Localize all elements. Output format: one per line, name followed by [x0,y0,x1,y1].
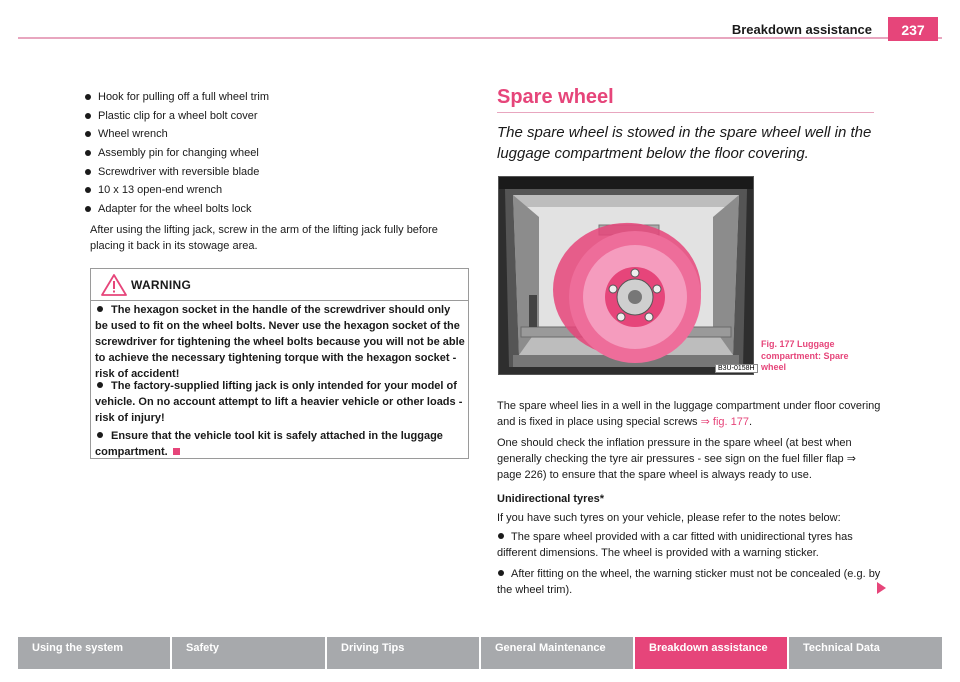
tab-safety[interactable]: Safety [172,637,327,669]
tool-list [84,89,469,220]
paragraph-text: The spare wheel lies in a well in the luggage compartment under floor covering and is fixed in place using special screws [497,400,881,428]
bullet-icon [97,306,103,312]
paragraph-end: . [748,416,753,428]
page-number: 237 [888,17,938,41]
tab-breakdown-assistance[interactable]: Breakdown assistance [635,637,789,669]
list-item: Adapter for the wheel bolts lock [84,201,469,220]
list-item: Hook for pulling off a full wheel trim [84,89,469,108]
section-title: Spare wheel [497,86,614,108]
bullet-icon [97,432,103,438]
bullet-icon [498,570,504,576]
figure-code: B3U-0158H [715,364,758,373]
figure-caption: Fig. 177 Luggage compartment: Spare wheel [761,339,849,372]
paragraph-location [497,398,881,430]
warning-item-text: The hexagon socket in the handle of the screwdriver should only be used to fit on the wheel bolts. Never use the hexagon socket of the screwdriver for tightening the wheel bolts because you will not be able to achieve the necessary tightening torque with the hexagon socket - risk of accident! [95,304,465,380]
warning-item [95,428,465,460]
tab-using-the-system[interactable]: Using the system [18,637,172,669]
next-page-arrow-icon[interactable] [877,582,886,594]
after-use-paragraph: After using the lifting jack, screw in the arm of the lifting jack fully before placing it back in its stowage area. [90,224,438,252]
luggage-compartment-figure [498,176,754,375]
list-item: Screwdriver with reversible blade [84,164,469,183]
warning-title: WARNING [131,278,192,292]
end-of-section-icon [173,448,180,455]
list-item: Assembly pin for changing wheel [84,145,469,164]
warning-triangle-icon [101,274,127,296]
subheading: Unidirectional tyres* [497,493,604,505]
note-bullet [497,566,881,598]
bullet-icon [498,533,504,539]
warning-item-text: Ensure that the vehicle tool kit is safely attached in the luggage compartment. [95,430,443,458]
list-item: Plastic clip for a wheel bolt cover [84,108,469,127]
chapter-title: Breakdown assistance [731,22,872,37]
bullet-icon [97,382,103,388]
tab-general-maintenance[interactable]: General Maintenance [481,637,635,669]
footer-nav [18,637,942,669]
note-text: The spare wheel provided with a car fitted with unidirectional tyres has different dimensions. The wheel is provided with a warning sticker. [497,531,853,559]
list-item: 10 x 13 open-end wrench [84,182,469,201]
paragraph-pressure: One should check the inflation pressure in the spare wheel (at best when generally checking the tyre air pressures - see sign on the fuel filler flap ⇒ page 226) to ensure that the spare wheel is always ready to use. [497,437,856,481]
list-item: Wheel wrench [84,126,469,145]
warning-box [90,268,469,459]
note-bullet [497,529,881,561]
warning-item [95,302,465,382]
warning-item-text: The factory-supplied lifting jack is only intended for your model of vehicle. On no account attempt to lift a heavier vehicle or other loads - risk of injury! [95,380,463,424]
figure-reference-link[interactable]: ⇒ fig. 177 [700,416,749,428]
tab-technical-data[interactable]: Technical Data [803,642,880,654]
spare-wheel-illustration [499,177,753,374]
note-text: After fitting on the wheel, the warning sticker must not be concealed (e.g. by the wheel trim). [497,568,881,596]
section-intro: The spare wheel is stowed in the spare wheel well in the luggage compartment below the floor covering. [497,124,872,162]
warning-header [91,269,468,301]
tab-driving-tips[interactable]: Driving Tips [327,637,481,669]
paragraph-notes: If you have such tyres on your vehicle, please refer to the notes below: [497,512,841,524]
warning-item [95,378,465,426]
header-rule [18,37,942,39]
section-rule [497,112,874,113]
